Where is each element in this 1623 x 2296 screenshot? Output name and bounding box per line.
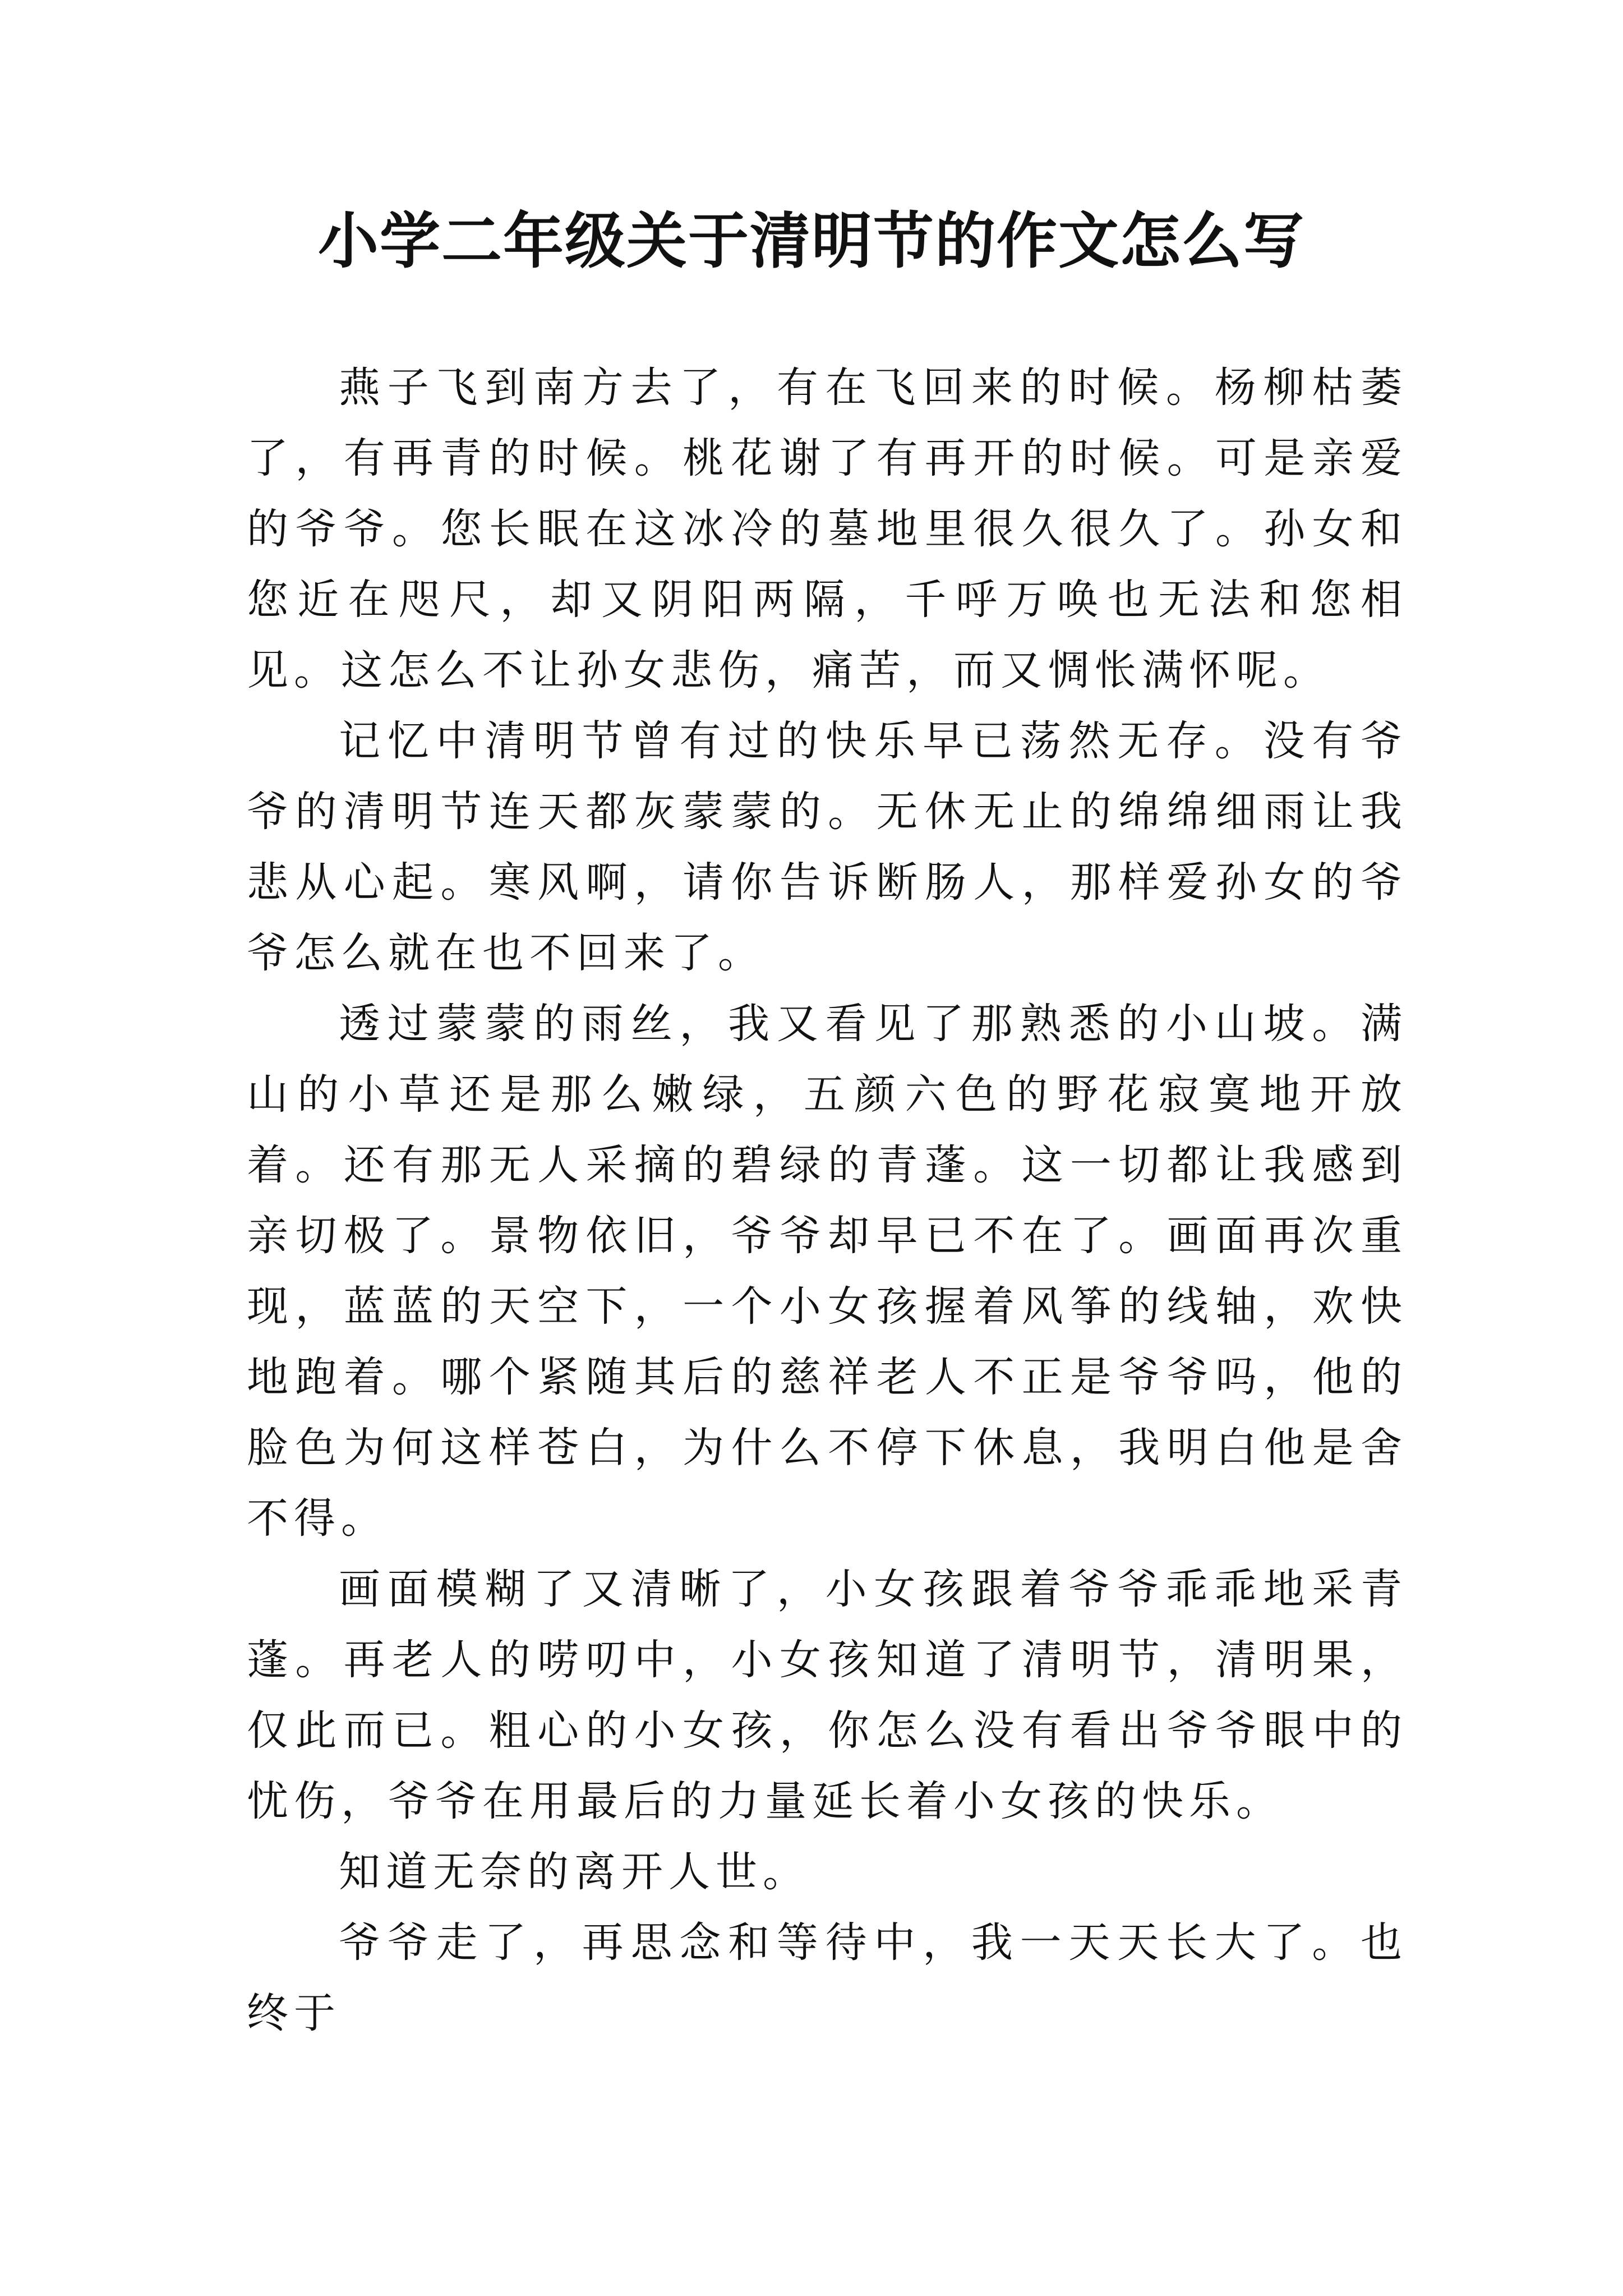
paragraph: 知道无奈的离开人世。 bbox=[339, 1848, 810, 1896]
paragraph: 画面模糊了又清晰了，小女孩跟着爷爷乖乖地采青蓬。再老人的唠叨中，小女孩知道了清明节，清明果，仅此而已。粗心的小女孩，你怎么没有看出爷爷眼中的忧伤，爷爷在用最后的力量延长着小女孩的快乐。 bbox=[247, 1565, 1408, 1825]
paragraph: 燕子飞到南方去了，有在飞回来的时候。杨柳枯萎了，有再青的时候。桃花谢了有再开的时候。可是亲爱的爷爷。您长眠在这冰冷的墓地里很久很久了。孙女和您近在咫尺，却又阴阳两隔，千呼万唤也无法和您相见。这怎么不让孙女悲伤，痛苦，而又惆怅满怀呢。 bbox=[247, 364, 1408, 694]
essay-body bbox=[247, 352, 1408, 2049]
paragraph: 爷爷走了，再思念和等待中，我一天天长大了。也终于 bbox=[247, 1918, 1408, 2037]
paragraph: 透过蒙蒙的雨丝，我又看见了那熟悉的小山坡。满山的小草还是那么嫩绿，五颜六色的野花寂寞地开放着。还有那无人采摘的碧绿的青蓬。这一切都让我感到亲切极了。景物依旧，爷爷却早已不在了。画面再次重现，蓝蓝的天空下，一个小女孩握着风筝的线轴，欢快地跑着。哪个紧随其后的慈祥老人不正是爷爷吗，他的脸色为何这样苍白，为什么不停下休息，我明白他是舍不得。 bbox=[247, 1000, 1408, 1543]
document-title: 小学二年级关于清明节的作文怎么写 bbox=[317, 206, 1305, 277]
paragraph: 记忆中清明节曾有过的快乐早已荡然无存。没有爷爷的清明节连天都灰蒙蒙的。无休无止的绵绵细雨让我悲从心起。寒风啊，请你告诉断肠人，那样爱孙女的爷爷怎么就在也不回来了。 bbox=[247, 717, 1408, 977]
